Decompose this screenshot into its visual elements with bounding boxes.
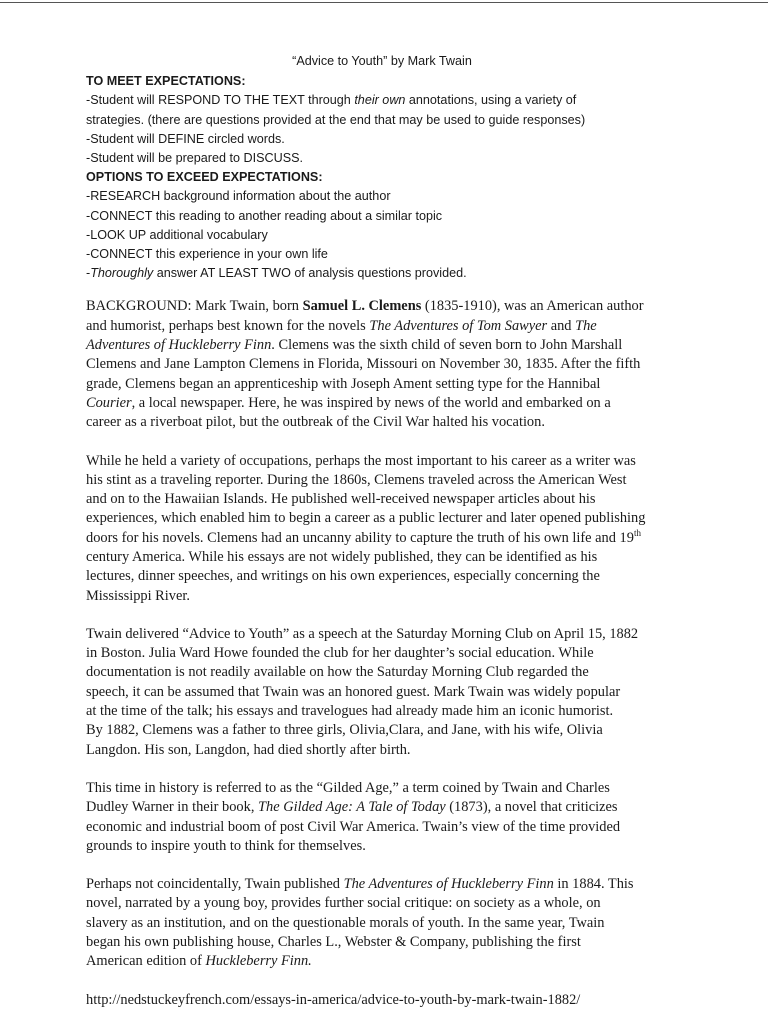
book-title: The Adventures of Tom Sawyer [369, 317, 548, 334]
text-line: Mississippi River. [86, 587, 190, 604]
meet-item-respond [86, 91, 678, 110]
text-line: By 1882, Clemens was a father to three girls, Olivia,Clara, and Jane, with his wife, Olivia [86, 722, 603, 739]
background-paragraph-3 [86, 625, 678, 760]
text-line: documentation is not readily available on how the Saturday Morning Club regarded the [86, 664, 589, 681]
text-line [86, 952, 678, 971]
text-line [86, 297, 678, 316]
text-line: speech, it can be assumed that Twain was an honored guest. Mark Twain was widely popular [86, 683, 621, 700]
meet-item-respond-cont: strategies. (there are questions provided at the end that may be used to guide responses) [86, 112, 586, 127]
book-title: The Gilded Age: A Tale of Today [258, 799, 446, 816]
background-section [86, 297, 678, 1010]
text-line: Clemens and Jane Lampton Clemens in Florida, Missouri on November 30, 1835. After the fifth [86, 356, 641, 373]
background-paragraph-4 [86, 779, 678, 856]
page-title: “Advice to Youth” by Mark Twain [292, 54, 472, 68]
text-run: (1835-1910), was an American author [421, 298, 644, 315]
newspaper-title: Courier [86, 394, 132, 411]
text-line [86, 798, 678, 817]
text-line [86, 336, 678, 355]
author-name: Samuel L. Clemens [302, 298, 422, 315]
meet-item-discuss: -Student will be prepared to DISCUSS. [86, 151, 303, 166]
text-line: and on to the Hawaiian Islands. He published well-received newspaper articles about his [86, 491, 596, 508]
exceed-expectations-section [86, 168, 678, 283]
text-line [86, 394, 678, 413]
text-line [86, 529, 678, 548]
book-title: Huckleberry Finn. [205, 953, 312, 970]
exceed-item: -RESEARCH background information about the author [86, 189, 391, 204]
exceed-item: -LOOK UP additional vocabulary [86, 227, 268, 242]
text-run: BACKGROUND: Mark Twain, born [86, 298, 303, 315]
text-run: Perhaps not coincidentally, Twain published [86, 876, 344, 893]
document-page [86, 52, 678, 1010]
text-run: doors for his novels. Clemens had an uncanny ability to capture the truth of his own life and 19 [86, 529, 634, 546]
exceed-item-analysis [86, 264, 678, 283]
text-line: century America. While his essays are not widely published, they can be identified as his [86, 549, 598, 565]
background-paragraph-5 [86, 875, 678, 971]
text-run: (1873), a novel that criticizes [445, 799, 618, 816]
text-line: While he held a variety of occupations, perhaps the most important to his career as a writer was [86, 452, 636, 469]
text-line: experiences, which enabled him to begin a career as a public lecturer and later opened publishing [86, 510, 646, 527]
text-line: grounds to inspire youth to think for themselves. [86, 837, 366, 854]
text-line: career as a riverboat pilot, but the outbreak of the Civil War halted his vocation. [86, 414, 545, 431]
text-line: Twain delivered “Advice to Youth” as a speech at the Saturday Morning Club on April 15, 1882 [86, 625, 639, 642]
background-paragraph-2 [86, 452, 678, 606]
text-line: slavery as an institution, and on the questionable morals of youth. In the same year, Twain [86, 914, 605, 931]
book-title: The Adventures of Huckleberry Finn [343, 876, 554, 893]
text-run: and [547, 317, 576, 334]
text-line: grade, Clemens began an apprenticeship with Joseph Ament setting type for the Hannibal [86, 375, 601, 392]
meet-expectations-heading: TO MEET EXPECTATIONS: [86, 74, 246, 89]
text-run: -Student will RESPOND TO THE TEXT through [86, 93, 355, 108]
text-run: and humorist, perhaps best known for the novels [86, 317, 370, 334]
text-run: answer AT LEAST TWO of analysis questions provided. [153, 266, 467, 281]
scan-top-edge [0, 2, 768, 3]
emphasis-text: Thoroughly [90, 266, 154, 281]
meet-item-define: -Student will DEFINE circled words. [86, 131, 285, 146]
exceed-item: -CONNECT this reading to another reading about a similar topic [86, 208, 443, 223]
text-line: began his own publishing house, Charles L., Webster & Company, publishing the first [86, 934, 581, 951]
text-run: Dudley Warner in their book, [86, 799, 259, 816]
ordinal-superscript: th [633, 527, 641, 538]
text-run: - [86, 266, 91, 281]
exceed-expectations-heading: OPTIONS TO EXCEED EXPECTATIONS: [86, 170, 323, 185]
text-run: American edition of [86, 953, 206, 970]
exceed-item: -CONNECT this experience in your own life [86, 247, 328, 262]
text-run: . Clemens was the sixth child of seven born to John Marshall [271, 337, 623, 354]
text-run: in 1884. This [553, 876, 634, 893]
text-line: at the time of the talk; his essays and travelogues had already made him an iconic humorist. [86, 703, 614, 720]
text-line [86, 317, 678, 336]
text-line [86, 875, 678, 894]
source-url: http://nedstuckeyfrench.com/essays-in-america/advice-to-youth-by-mark-twain-1882/ [86, 991, 581, 1008]
book-title: The [575, 317, 597, 334]
text-line: economic and industrial boom of post Civil War America. Twain’s view of the time provided [86, 818, 621, 835]
background-paragraph-1 [86, 297, 678, 432]
text-line: his stint as a traveling reporter. During the 1860s, Clemens traveled across the American West [86, 471, 627, 488]
text-line: novel, narrated by a young boy, provides further social critique: on society as a whole, on [86, 895, 601, 912]
book-title: Adventures of Huckleberry Finn [86, 337, 272, 354]
text-line: This time in history is referred to as the “Gilded Age,” a term coined by Twain and Charles [86, 779, 610, 796]
text-line: Langdon. His son, Langdon, had died shortly after birth. [86, 741, 411, 758]
emphasis-text: their own [354, 93, 406, 108]
text-line: lectures, dinner speeches, and writings on his own experiences, especially concerning the [86, 568, 600, 585]
text-run: annotations, using a variety of [405, 93, 577, 108]
text-run: , a local newspaper. Here, he was inspired by news of the world and embarked on a [131, 394, 611, 411]
meet-expectations-section [86, 72, 678, 168]
text-line: in Boston. Julia Ward Howe founded the club for her daughter’s social education. While [86, 645, 594, 662]
